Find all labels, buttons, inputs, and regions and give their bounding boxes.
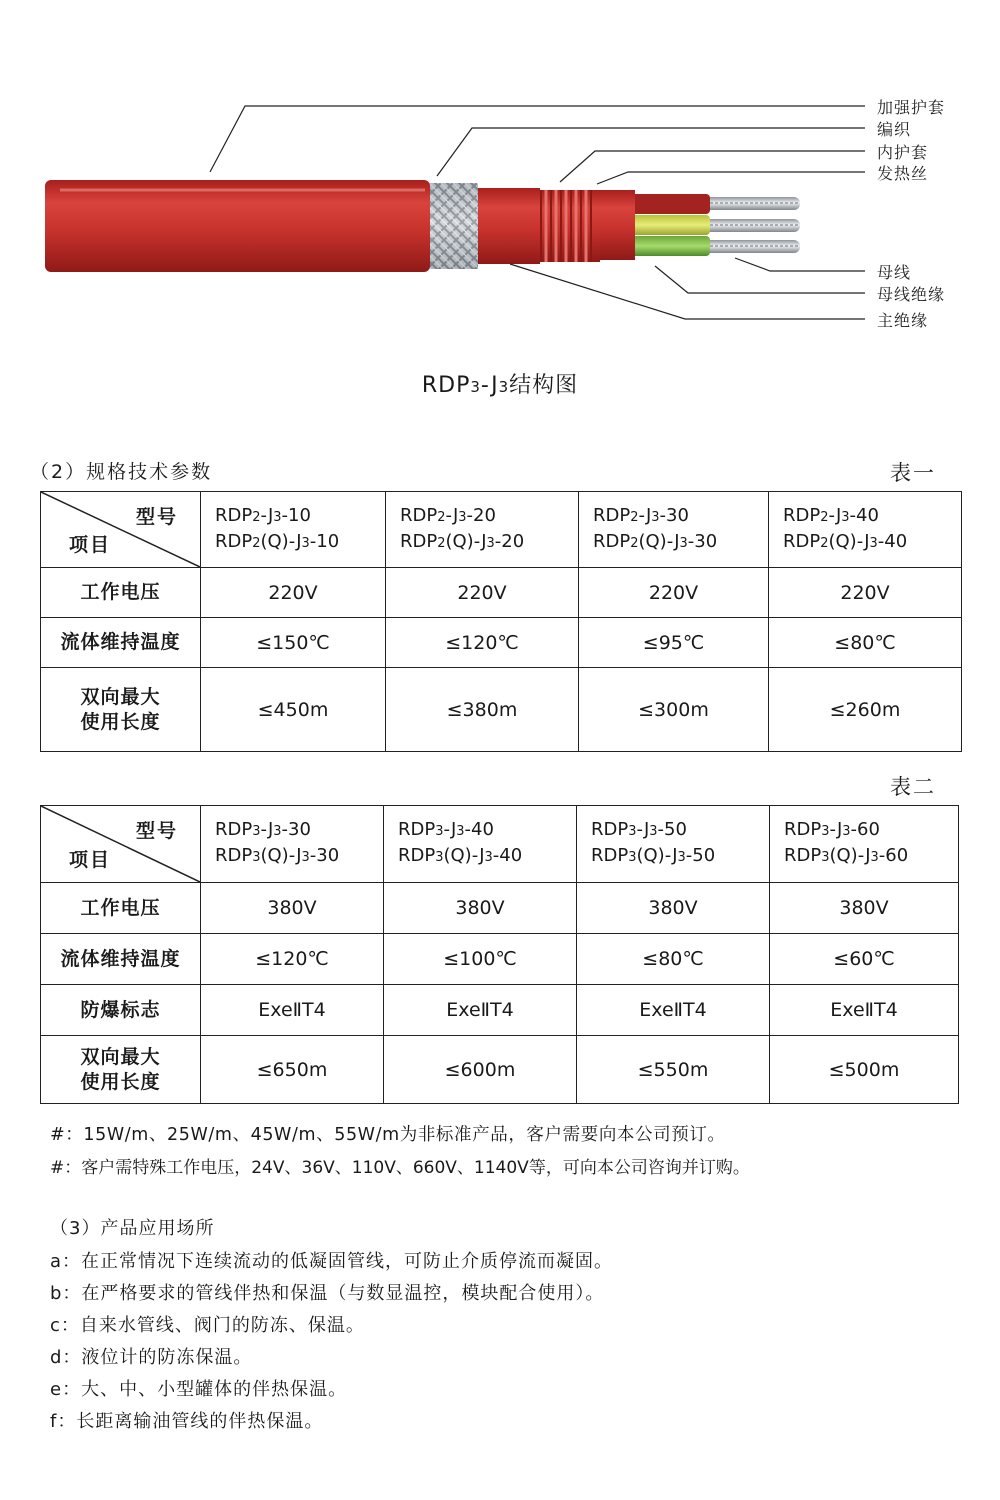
spec-table-2 xyxy=(40,805,959,1104)
table-cell: ExeⅡT4 xyxy=(770,985,959,1036)
application-item: a：在正常情况下连续流动的低凝固管线，可防止介质停流而凝固。 xyxy=(50,1251,614,1272)
model-cell xyxy=(579,492,769,568)
row-label: 流体维持温度 xyxy=(41,934,201,985)
model-line: RDP3(Q)-J3-40 xyxy=(398,845,523,866)
outer-sheath xyxy=(45,180,430,272)
table-cell: ≤95℃ xyxy=(579,618,769,668)
callout-inner-sheath: 内护套 xyxy=(877,143,929,162)
diagram-caption xyxy=(0,368,1000,399)
table-cell: ≤80℃ xyxy=(769,618,962,668)
model-cell xyxy=(770,806,959,883)
table-header-row xyxy=(41,492,962,568)
table-row xyxy=(41,668,962,752)
model-line: RDP2(Q)-J3-30 xyxy=(593,530,718,552)
callout-heating-wire: 发热丝 xyxy=(877,164,929,183)
table-row xyxy=(41,934,959,985)
row-label: 工作电压 xyxy=(41,883,201,934)
callout-busbar: 母线 xyxy=(877,263,912,282)
spec-table-1 xyxy=(40,491,962,752)
table-cell: ≤150℃ xyxy=(201,618,386,668)
model-line: RDP2(Q)-J3-40 xyxy=(783,530,908,552)
table-cell: ≤120℃ xyxy=(201,934,384,985)
table-cell: ≤600m xyxy=(384,1036,577,1104)
table-cell: 220V xyxy=(201,568,386,618)
callout-busbar-insulation: 母线绝缘 xyxy=(877,285,946,304)
row-label: 流体维持温度 xyxy=(41,618,201,668)
corner-model-label: 型号 xyxy=(135,820,178,842)
table-cell: 220V xyxy=(579,568,769,618)
table-corner-cell xyxy=(41,492,201,568)
note-line: #：15W/m、25W/m、45W/m、55W/m为非标准产品，客户需要向本公司预订。 xyxy=(50,1125,726,1145)
table-cell: ≤500m xyxy=(770,1036,959,1104)
note-line: #：客户需特殊工作电压，24V、36V、110V、660V、1140V等，可向本公司咨询并订购。 xyxy=(50,1158,750,1178)
callout-reinforced-sheath: 加强护套 xyxy=(877,98,946,117)
model-cell xyxy=(386,492,579,568)
application-item: f：长距离输油管线的伴热保温。 xyxy=(50,1411,324,1432)
corner-model-label: 型号 xyxy=(135,506,178,528)
table-row xyxy=(41,1036,959,1104)
caption-part: 3 xyxy=(470,378,481,396)
model-line: RDP3-J3-30 xyxy=(215,819,311,840)
model-cell xyxy=(384,806,577,883)
table-row xyxy=(41,883,959,934)
model-line: RDP3(Q)-J3-50 xyxy=(591,845,716,866)
model-cell xyxy=(201,492,386,568)
table2-label: 表二 xyxy=(890,775,936,799)
application-item: e：大、中、小型罐体的伴热保温。 xyxy=(50,1379,348,1400)
table-header-row xyxy=(41,806,959,883)
model-line: RDP2-J3-40 xyxy=(783,504,879,526)
application-item: d：液位计的防冻保温。 xyxy=(50,1347,253,1368)
application-item: b：在严格要求的管线伴热和保温（与数显温控，模块配合使用）。 xyxy=(50,1283,605,1304)
table-cell: ExeⅡT4 xyxy=(384,985,577,1036)
table-row xyxy=(41,618,962,668)
heating-wire-coil xyxy=(530,190,600,262)
conductor-insulation xyxy=(625,194,710,256)
table-cell: ≤650m xyxy=(201,1036,384,1104)
table-cell: 220V xyxy=(769,568,962,618)
model-cell xyxy=(769,492,962,568)
row-label: 双向最大 使用长度 xyxy=(41,668,201,752)
model-line: RDP3-J3-40 xyxy=(398,819,494,840)
callout-main-insulation: 主绝缘 xyxy=(877,311,929,330)
model-cell xyxy=(201,806,384,883)
caption-part: 结构图 xyxy=(509,373,579,398)
model-line: RDP3(Q)-J3-30 xyxy=(215,845,340,866)
model-line: RDP2-J3-20 xyxy=(400,504,496,526)
cable-structure-diagram xyxy=(0,0,1000,345)
table-cell: ≤380m xyxy=(386,668,579,752)
table-cell: ExeⅡT4 xyxy=(201,985,384,1036)
table-cell: ≤100℃ xyxy=(384,934,577,985)
application-item: c：自来水管线、阀门的防冻、保温。 xyxy=(50,1315,365,1336)
table-cell: ExeⅡT4 xyxy=(577,985,770,1036)
table-cell: ≤450m xyxy=(201,668,386,752)
model-line: RDP2(Q)-J3-10 xyxy=(215,530,340,552)
table-cell: 380V xyxy=(770,883,959,934)
model-line: RDP3-J3-50 xyxy=(591,819,687,840)
model-cell xyxy=(577,806,770,883)
callout-braid: 编织 xyxy=(877,120,912,139)
table-corner-cell xyxy=(41,806,201,883)
table-cell: ≤120℃ xyxy=(386,618,579,668)
caption-part: 3 xyxy=(498,378,510,396)
spec-section-title: （2）规格技术参数 xyxy=(30,461,213,483)
model-line: RDP2-J3-30 xyxy=(593,504,689,526)
caption-part: RDP xyxy=(421,373,471,398)
row-label: 工作电压 xyxy=(41,568,201,618)
table-cell: 380V xyxy=(577,883,770,934)
model-line: RDP3-J3-60 xyxy=(784,819,880,840)
table-cell: 380V xyxy=(384,883,577,934)
table-cell: ≤550m xyxy=(577,1036,770,1104)
model-line: RDP3(Q)-J3-60 xyxy=(784,845,909,866)
table1-label: 表一 xyxy=(890,461,936,485)
model-line: RDP2-J3-10 xyxy=(215,504,311,526)
table-cell: 220V xyxy=(386,568,579,618)
row-label: 双向最大 使用长度 xyxy=(41,1036,201,1104)
table-cell: ≤80℃ xyxy=(577,934,770,985)
table-cell: ≤60℃ xyxy=(770,934,959,985)
table-cell: 380V xyxy=(201,883,384,934)
table-row xyxy=(41,568,962,618)
corner-item-label: 项目 xyxy=(69,534,112,556)
model-line: RDP2(Q)-J3-20 xyxy=(400,530,525,552)
row-label: 防爆标志 xyxy=(41,985,201,1036)
corner-item-label: 项目 xyxy=(69,849,112,871)
caption-part: -J xyxy=(480,373,499,398)
table-row xyxy=(41,985,959,1036)
table-cell: ≤300m xyxy=(579,668,769,752)
applications-title: （3）产品应用场所 xyxy=(50,1218,215,1239)
table-cell: ≤260m xyxy=(769,668,962,752)
